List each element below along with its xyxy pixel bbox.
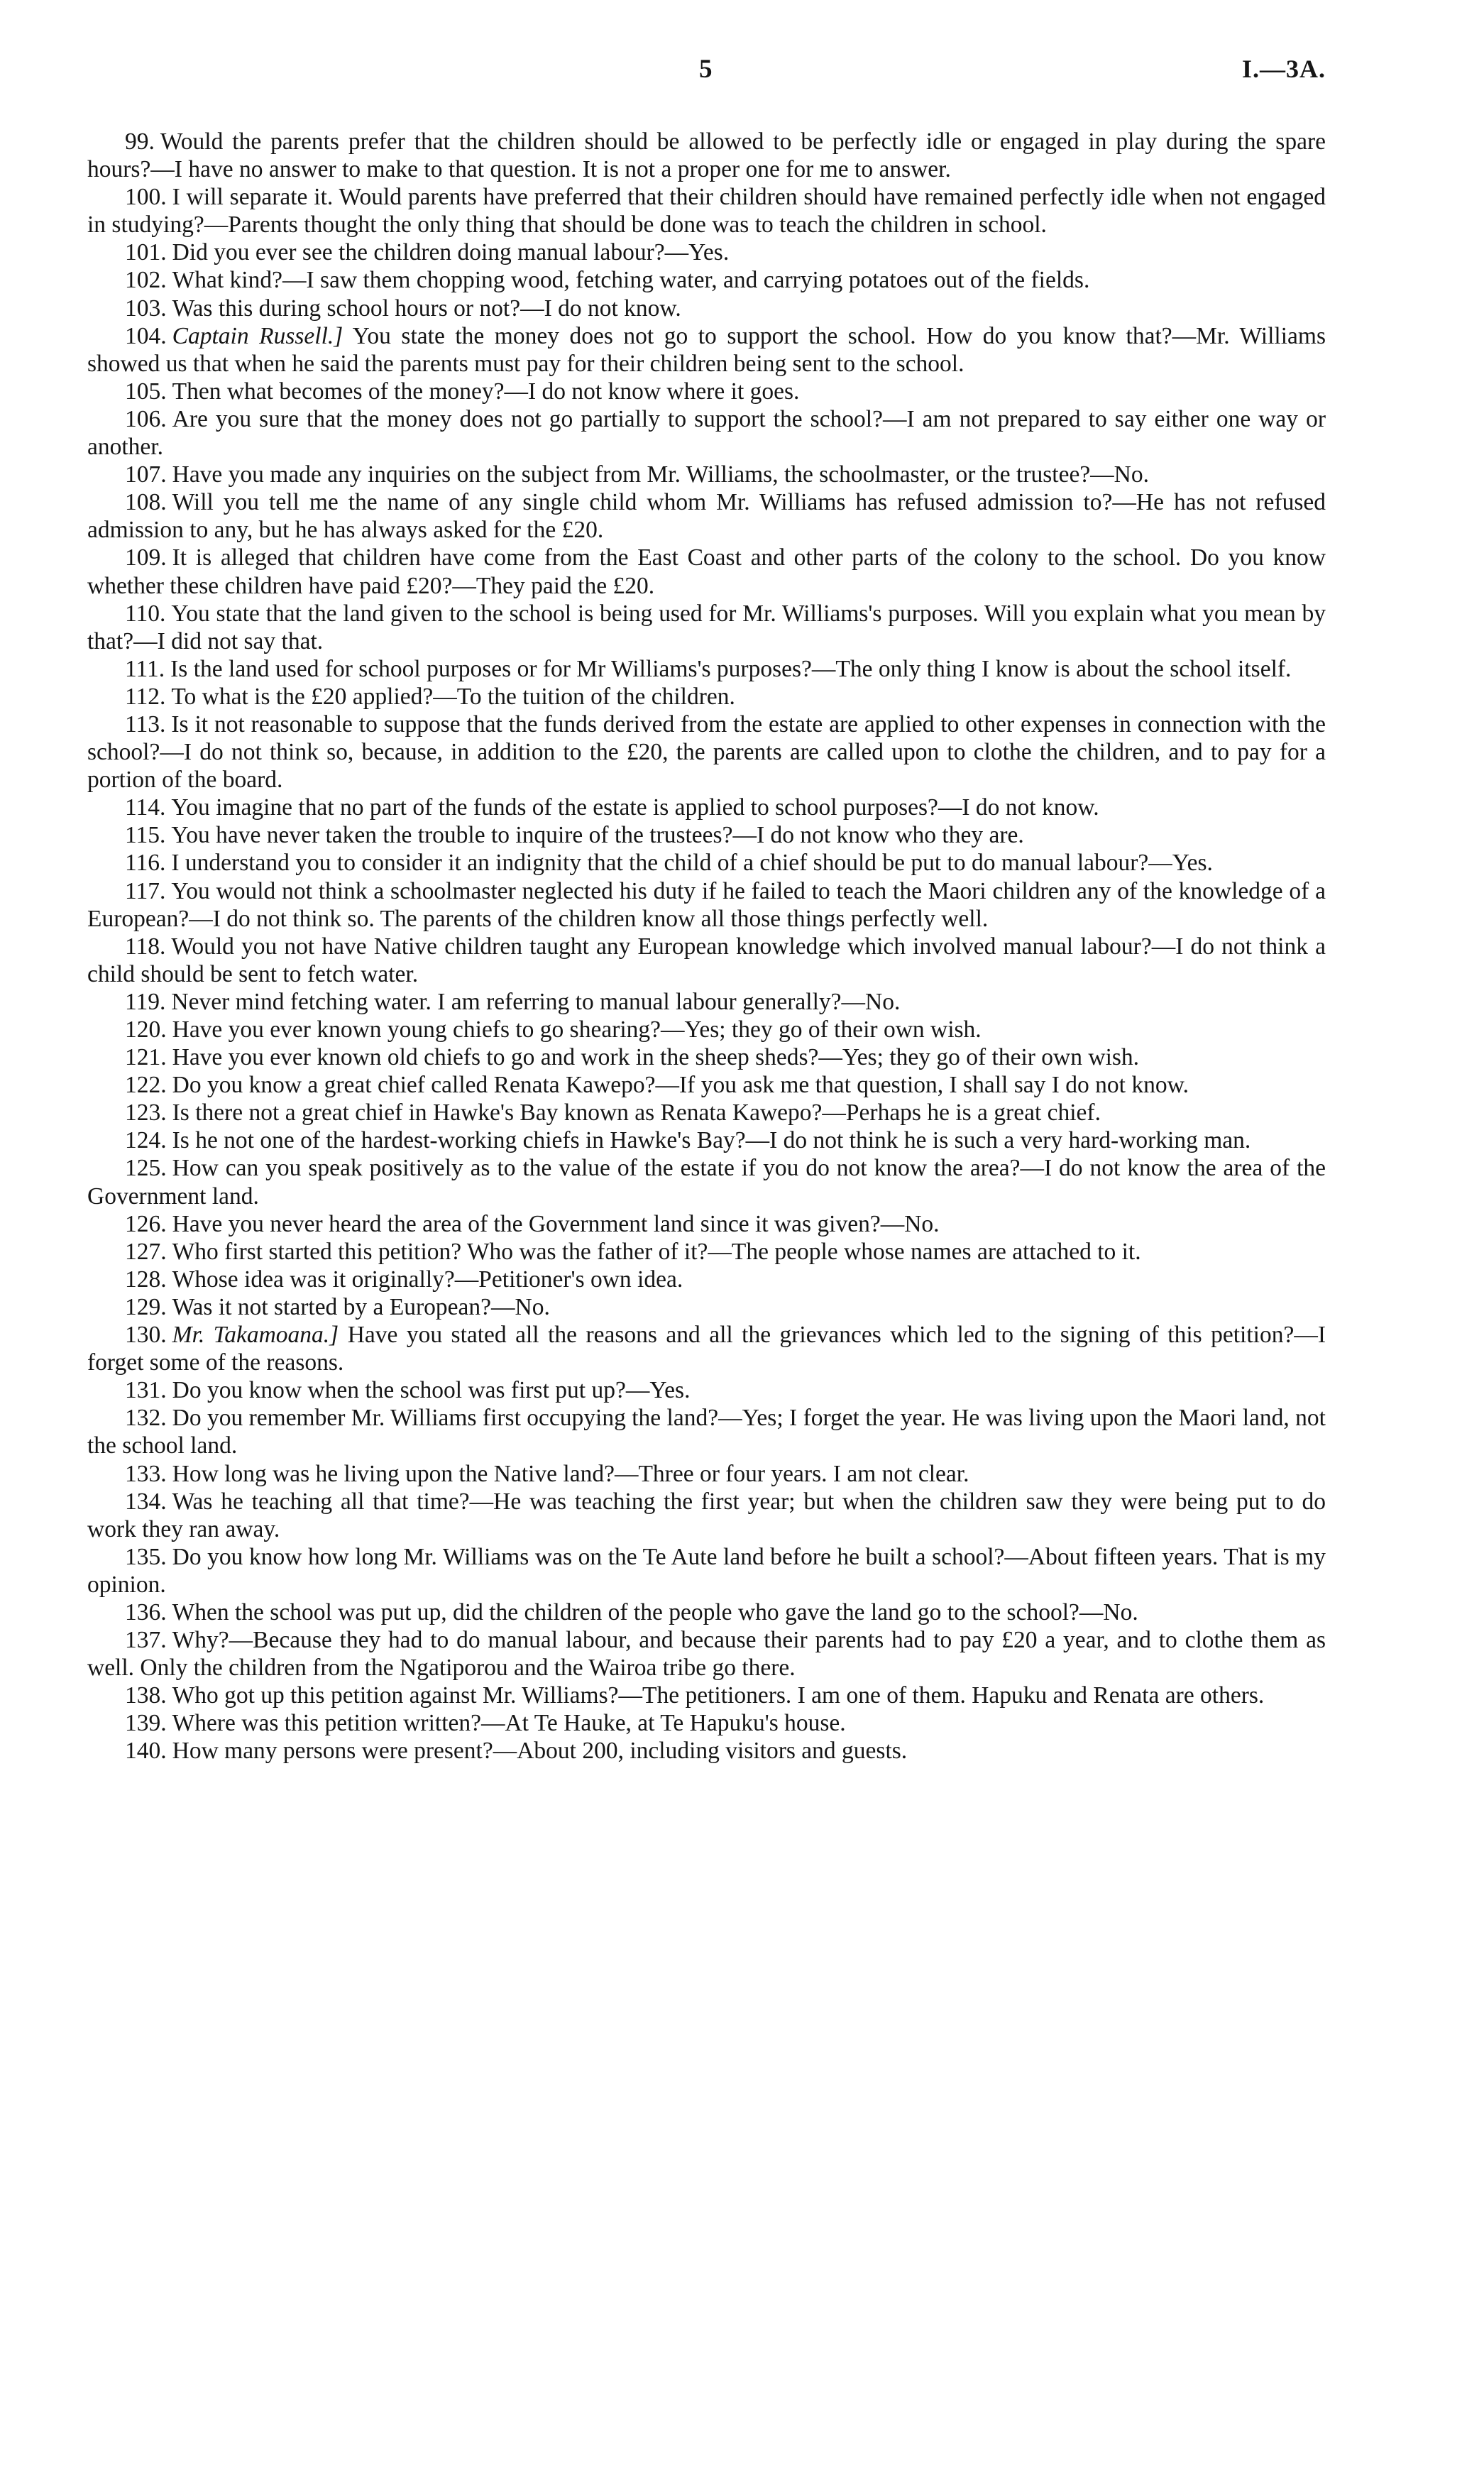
question-paragraph	[87, 378, 1326, 405]
question-answer-text: Have you ever known old chiefs to go and work in the sheep sheds?—Yes; they go of their own wish.	[172, 1044, 1140, 1071]
question-paragraph	[87, 1154, 1326, 1210]
document-reference: I.—3A.	[1241, 55, 1326, 83]
question-number: 116.	[125, 850, 166, 877]
question-answer-text: You state that the land given to the school is being used for Mr. Williams's purposes. Will you explain what you mean by that?—I did not say that.	[87, 600, 1326, 654]
question-paragraph	[87, 128, 1326, 183]
question-paragraph	[87, 1210, 1326, 1238]
question-number: 133.	[125, 1460, 167, 1487]
question-paragraph	[87, 683, 1326, 711]
question-answer-text: Have you made any inquiries on the subject from Mr. Williams, the schoolmaster, or the trustee?—No.	[172, 461, 1150, 488]
question-paragraph	[87, 711, 1326, 794]
question-answer-text: Whose idea was it originally?—Petitioner's own idea.	[172, 1266, 683, 1293]
question-paragraph	[87, 1488, 1326, 1543]
question-answer-text: Do you remember Mr. Williams first occupying the land?—Yes; I forget the year. He was living upon the Maori land, not the school land.	[87, 1405, 1326, 1459]
question-number: 119.	[125, 988, 166, 1015]
question-answer-text: Have you stated all the reasons and all the grievances which led to the signing of this petition?—I forget some of the reasons.	[87, 1322, 1326, 1376]
question-answer-text: Are you sure that the money does not go partially to support the school?—I am not prepared to say either one way or another.	[87, 405, 1326, 461]
question-number: 102.	[125, 267, 167, 294]
question-answer-text: When the school was put up, did the children of the people who gave the land go to the school?—No.	[172, 1599, 1138, 1625]
speaker-name: Captain Russell.]	[172, 322, 343, 349]
question-number: 130.	[125, 1322, 167, 1349]
question-paragraph	[87, 544, 1326, 599]
question-answer-text: Will you tell me the name of any single child whom Mr. Williams has refused admission to?—He has not refused admission to any, but he has always asked for the £20.	[87, 489, 1326, 544]
question-number: 140.	[125, 1738, 167, 1765]
question-number: 108.	[125, 489, 167, 516]
question-paragraph	[87, 1404, 1326, 1459]
question-paragraph	[87, 266, 1326, 294]
testimony-body	[87, 128, 1326, 1765]
question-number: 128.	[125, 1266, 167, 1293]
question-answer-text: Have you ever known young chiefs to go shearing?—Yes; they go of their own wish.	[172, 1016, 982, 1043]
question-answer-text: What kind?—I saw them chopping wood, fetching water, and carrying potatoes out of the fields.	[172, 267, 1090, 294]
question-answer-text: Never mind fetching water. I am referring to manual labour generally?—No.	[171, 988, 901, 1015]
question-number: 137.	[125, 1627, 167, 1654]
question-number: 135.	[125, 1543, 167, 1570]
question-number: 136.	[125, 1599, 167, 1625]
question-number: 118.	[125, 933, 166, 960]
question-answer-text: Would you not have Native children taught any European knowledge which involved manual labour?—I do not think a child should be sent to fetch water.	[87, 933, 1326, 987]
question-paragraph	[87, 1599, 1326, 1626]
question-paragraph	[87, 1460, 1326, 1488]
question-answer-text: To what is the £20 applied?—To the tuition of the children.	[171, 683, 735, 710]
question-number: 122.	[125, 1072, 167, 1099]
question-number: 110.	[125, 600, 166, 627]
question-answer-text: How many persons were present?—About 200, including visitors and guests.	[172, 1738, 908, 1765]
question-number: 139.	[125, 1710, 167, 1737]
question-paragraph	[87, 1709, 1326, 1737]
question-number: 127.	[125, 1238, 167, 1265]
question-answer-text: Have you never heard the area of the Government land since it was given?—No.	[172, 1210, 940, 1237]
question-paragraph	[87, 1043, 1326, 1071]
question-paragraph	[87, 600, 1326, 655]
question-paragraph	[87, 821, 1326, 849]
question-paragraph	[87, 1071, 1326, 1099]
question-number: 114.	[125, 794, 166, 821]
question-answer-text: Who first started this petition? Who was the father of it?—The people whose names are attached to it.	[172, 1238, 1141, 1265]
question-paragraph	[87, 1543, 1326, 1599]
question-answer-text: I will separate it. Would parents have preferred that their children should have remained perfectly idle when not engaged in studying?—Parents thought the only thing that should be done was to teach the children in school.	[87, 184, 1326, 238]
question-number: 132.	[125, 1405, 167, 1432]
question-number: 126.	[125, 1210, 167, 1237]
question-paragraph	[87, 322, 1326, 378]
question-paragraph	[87, 1293, 1326, 1321]
question-paragraph	[87, 877, 1326, 933]
question-answer-text: Is there not a great chief in Hawke's Bay known as Renata Kawepo?—Perhaps he is a great chief.	[172, 1100, 1101, 1126]
question-number: 105.	[125, 378, 167, 405]
question-number: 125.	[125, 1155, 167, 1182]
question-paragraph	[87, 1737, 1326, 1765]
question-number: 112.	[125, 683, 166, 710]
question-paragraph	[87, 295, 1326, 322]
question-answer-text: You would not think a schoolmaster neglected his duty if he failed to teach the Maori children any of the knowledge of a European?—I do not think so. The parents of the children know all those things perfectly well.	[87, 877, 1326, 932]
question-number: 106.	[125, 405, 167, 432]
question-answer-text: Who got up this petition against Mr. Williams?—The petitioners. I am one of them. Hapuku and Renata are others.	[172, 1682, 1265, 1709]
question-number: 109.	[125, 544, 167, 571]
question-answer-text: Is the land used for school purposes or for Mr Williams's purposes?—The only thing I know is about the school itself.	[170, 655, 1292, 682]
question-paragraph	[87, 849, 1326, 877]
question-number: 101.	[125, 239, 167, 266]
question-number: 107.	[125, 461, 167, 488]
question-number: 117.	[125, 877, 166, 904]
question-answer-text: Then what becomes of the money?—I do not know where it goes.	[172, 378, 800, 405]
question-number: 100.	[125, 184, 167, 211]
question-number: 99.	[125, 128, 155, 155]
speaker-name: Mr. Takamoana.]	[172, 1322, 339, 1349]
question-number: 138.	[125, 1682, 167, 1709]
question-number: 131.	[125, 1377, 167, 1404]
question-paragraph	[87, 1376, 1326, 1404]
question-paragraph	[87, 1126, 1326, 1154]
question-answer-text: Do you know how long Mr. Williams was on the Te Aute land before he built a school?—About fifteen years. That is my opinion.	[87, 1543, 1326, 1598]
question-answer-text: Is he not one of the hardest-working chiefs in Hawke's Bay?—I do not think he is such a very hard-working man.	[172, 1127, 1251, 1154]
question-paragraph	[87, 655, 1326, 683]
question-answer-text: How long was he living upon the Native land?—Three or four years. I am not clear.	[172, 1460, 969, 1487]
question-answer-text: Do you know when the school was first put up?—Yes.	[172, 1377, 691, 1404]
question-number: 103.	[125, 295, 167, 322]
question-answer-text: Was it not started by a European?—No.	[172, 1293, 550, 1320]
question-answer-text: Did you ever see the children doing manual labour?—Yes.	[172, 239, 730, 266]
question-number: 134.	[125, 1488, 167, 1515]
question-number: 120.	[125, 1016, 167, 1043]
question-answer-text: Is it not reasonable to suppose that the funds derived from the estate are applied to other expenses in connection with the school?—I do not think so, because, in addition to the £20, the parents are called upon to clothe the children, and to pay for a portion of the board.	[87, 711, 1326, 794]
question-number: 129.	[125, 1293, 167, 1320]
question-number: 115.	[125, 822, 166, 849]
question-answer-text: You state the money does not go to support the school. How do you know that?—Mr. Williams showed us that when he said the parents must pay for their children being sent to the school.	[87, 322, 1326, 377]
question-number: 124.	[125, 1127, 167, 1154]
question-answer-text: Was this during school hours or not?—I do not know.	[172, 295, 681, 322]
question-paragraph	[87, 1321, 1326, 1376]
question-paragraph	[87, 1016, 1326, 1043]
question-paragraph	[87, 1266, 1326, 1293]
page-number: 5	[699, 55, 713, 84]
question-answer-text: How can you speak positively as to the value of the estate if you do not know the area?—I do not know the area of the Government land.	[87, 1155, 1326, 1210]
question-answer-text: You imagine that no part of the funds of the estate is applied to school purposes?—I do not know.	[171, 794, 1099, 821]
question-paragraph	[87, 988, 1326, 1016]
question-answer-text: Was he teaching all that time?—He was teaching the first year; but when the children saw they were being put to do work they ran away.	[87, 1488, 1326, 1542]
question-number: 104.	[125, 322, 167, 349]
question-paragraph	[87, 933, 1326, 988]
question-answer-text: Where was this petition written?—At Te Hauke, at Te Hapuku's house.	[172, 1710, 846, 1737]
question-paragraph	[87, 1238, 1326, 1266]
question-paragraph	[87, 794, 1326, 821]
question-answer-text: Would the parents prefer that the children should be allowed to be perfectly idle or engaged in play during the spare hours?—I have no answer to make to that question. It is not a proper one for me to answer.	[87, 128, 1326, 183]
question-paragraph	[87, 183, 1326, 238]
question-answer-text: Do you know a great chief called Renata Kawepo?—If you ask me that question, I shall say I do not know.	[172, 1072, 1189, 1099]
question-paragraph	[87, 488, 1326, 544]
question-paragraph	[87, 461, 1326, 488]
question-paragraph	[87, 1682, 1326, 1709]
question-answer-text: It is alleged that children have come from the East Coast and other parts of the colony to the school. Do you know whether these children have paid £20?—They paid the £20.	[87, 544, 1326, 599]
question-answer-text: You have never taken the trouble to inquire of the trustees?—I do not know who they are.	[171, 822, 1024, 849]
question-paragraph	[87, 238, 1326, 266]
question-number: 121.	[125, 1044, 167, 1071]
question-paragraph	[87, 405, 1326, 461]
question-number: 111.	[125, 655, 165, 682]
question-number: 123.	[125, 1100, 167, 1126]
question-answer-text: Why?—Because they had to do manual labour, and because their parents had to pay £20 a year, and to clothe them as well. Only the children from the Ngatiporou and the Wairoa tribe go there.	[87, 1627, 1326, 1682]
question-paragraph	[87, 1099, 1326, 1126]
question-number: 113.	[125, 711, 166, 737]
question-answer-text: I understand you to consider it an indignity that the child of a chief should be put to do manual labour?—Yes.	[171, 850, 1213, 877]
question-paragraph	[87, 1626, 1326, 1682]
